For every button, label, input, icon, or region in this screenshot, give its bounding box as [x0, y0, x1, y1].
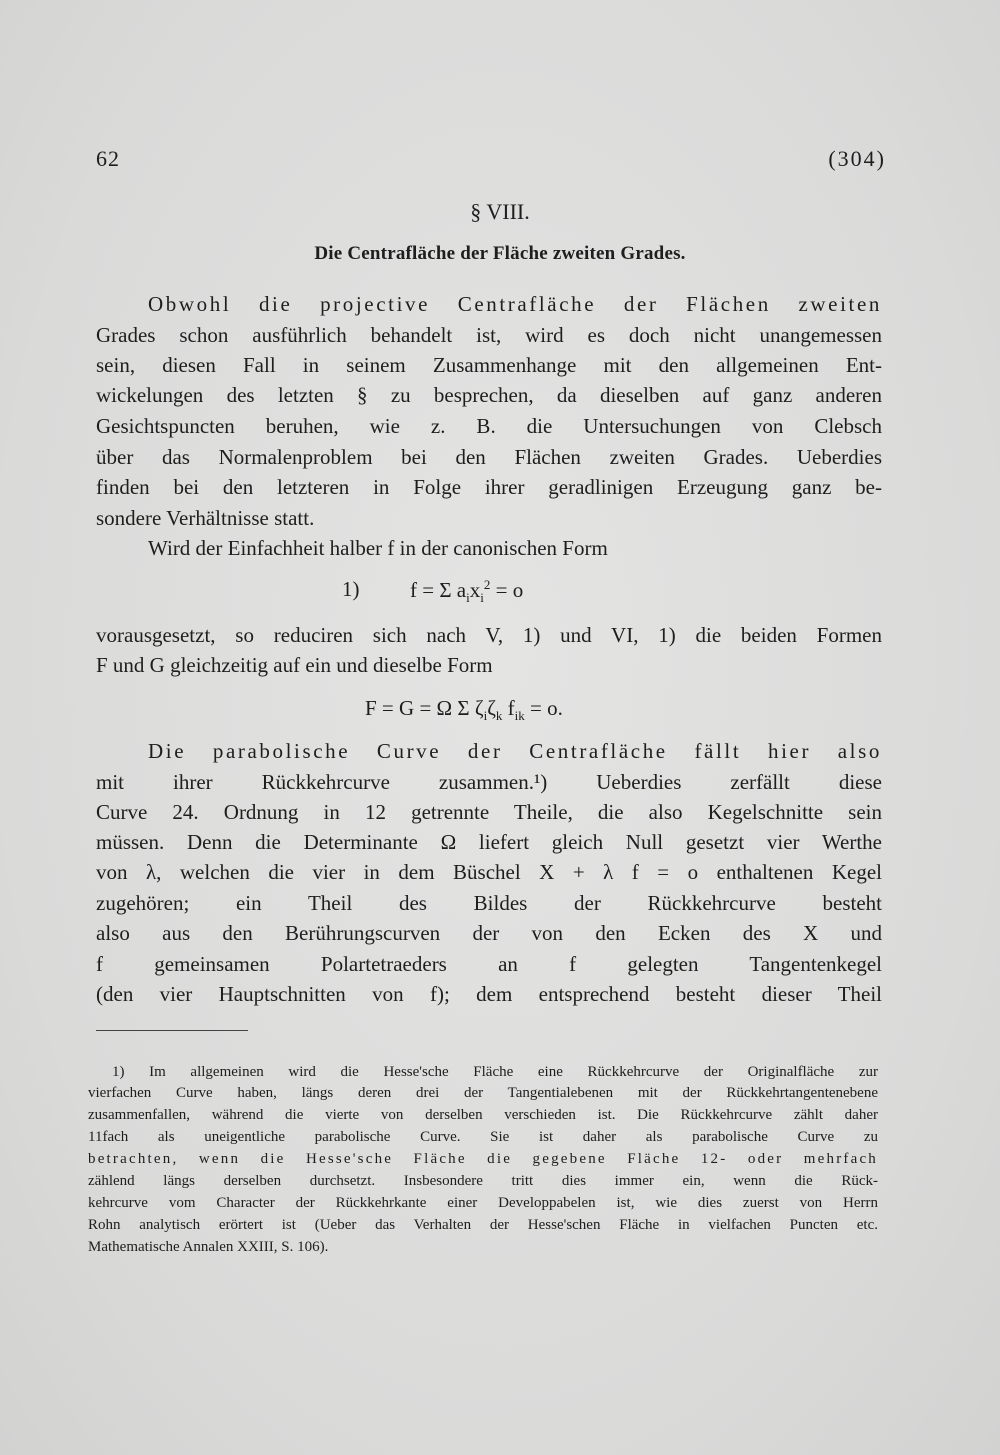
- body-line: Curve 24. Ordnung in 12 getrennte Theile, die also Kegelschnitte sein: [96, 800, 882, 824]
- footnote-line: zählend längs derselben durchsetzt. Insbesondere tritt dies immer ein, wenn die Rück-: [88, 1173, 878, 1189]
- body-line: f gemeinsamen Polartetraeders an f gelegten Tangentenkegel: [96, 952, 882, 976]
- footnote-line: kehrcurve vom Character der Rückkehrkante einer Developpabelen ist, wie dies zuerst von Herrn: [88, 1195, 878, 1211]
- body-line: Grades schon ausführlich behandelt ist, wird es doch nicht unangemessen: [96, 323, 882, 347]
- body-line: Die parabolische Curve der Centrafläche fällt hier also: [148, 739, 882, 763]
- body-line: mit ihrer Rückkehrcurve zusammen.¹) Ueberdies zerfällt diese: [96, 770, 882, 794]
- body-line: (den vier Hauptschnitten von f); dem entsprechend besteht dieser Theil: [96, 982, 882, 1006]
- equation-number: 1): [342, 577, 360, 601]
- footnote-separator: [96, 1030, 248, 1031]
- body-line: von λ, welchen die vier in dem Büschel X + λ f = o enthaltenen Kegel: [96, 860, 882, 884]
- footnote-line: 11fach als uneigentliche parabolische Curve. Sie ist daher als parabolische Curve zu: [88, 1129, 878, 1145]
- body-line: F und G gleichzeitig auf ein und dieselbe Form: [96, 653, 493, 677]
- footnote-line: 1) Im allgemeinen wird die Hesse'sche Fläche eine Rückkehrcurve der Originalfläche zur: [112, 1064, 878, 1080]
- body-line: zugehören; ein Theil des Bildes der Rückkehrcurve besteht: [96, 891, 882, 915]
- body-line: Wird der Einfachheit halber f in der canonischen Form: [148, 536, 608, 560]
- page-reference: (304): [828, 146, 886, 171]
- body-line: wickelungen des letzten § zu besprechen, da dieselben auf ganz anderen: [96, 383, 882, 407]
- body-line: über das Normalenproblem bei den Flächen zweiten Grades. Ueberdies: [96, 445, 882, 469]
- body-line: vorausgesetzt, so reduciren sich nach V, 1) und VI, 1) die beiden Formen: [96, 623, 882, 647]
- equation-2: F = G = Ω Σ $\zeta_i\zeta_k$ $f_{ik} = o$.: [365, 696, 563, 724]
- section-heading: § VIII.: [470, 199, 530, 224]
- footnote-line: vierfachen Curve haben, längs deren drei der Tangentialebenen mit der Rückkehrtangentenebene: [88, 1085, 878, 1101]
- body-line: Gesichtspuncten beruhen, wie z. B. die Untersuchungen von Clebsch: [96, 414, 882, 438]
- body-line: finden bei den letzteren in Folge ihrer geradlinigen Erzeugung ganz be-: [96, 475, 882, 499]
- footnote-line: betrachten, wenn die Hesse'sche Fläche die gegebene Fläche 12- oder mehrfach: [88, 1151, 878, 1167]
- body-line: sein, diesen Fall in seinem Zusammenhange mit den allgemeinen Ent-: [96, 353, 882, 377]
- body-line: also aus den Berührungscurven der von den Ecken des X und: [96, 921, 882, 945]
- section-title: Die Centrafläche der Fläche zweiten Grades.: [314, 243, 686, 264]
- footnote-line: Rohn analytisch erörtert ist (Ueber das Verhalten der Hesse'schen Fläche in vielfachen Puncten etc.: [88, 1217, 878, 1233]
- footnote-line: zusammenfallen, während die vierte von derselben verschieden ist. Die Rückkehrcurve zählt daher: [88, 1107, 878, 1123]
- footnote-line: Mathematische Annalen XXIII, S. 106).: [88, 1239, 329, 1255]
- body-line: müssen. Denn die Determinante Ω liefert gleich Null gesetzt vier Werthe: [96, 830, 882, 854]
- body-line: Obwohl die projective Centrafläche der Flächen zweiten: [148, 292, 882, 316]
- page-number: 62: [96, 146, 120, 171]
- equation-1: f = Σ $a_ix_i^2 = o$: [410, 577, 524, 606]
- body-line: sondere Verhältnisse statt.: [96, 506, 315, 530]
